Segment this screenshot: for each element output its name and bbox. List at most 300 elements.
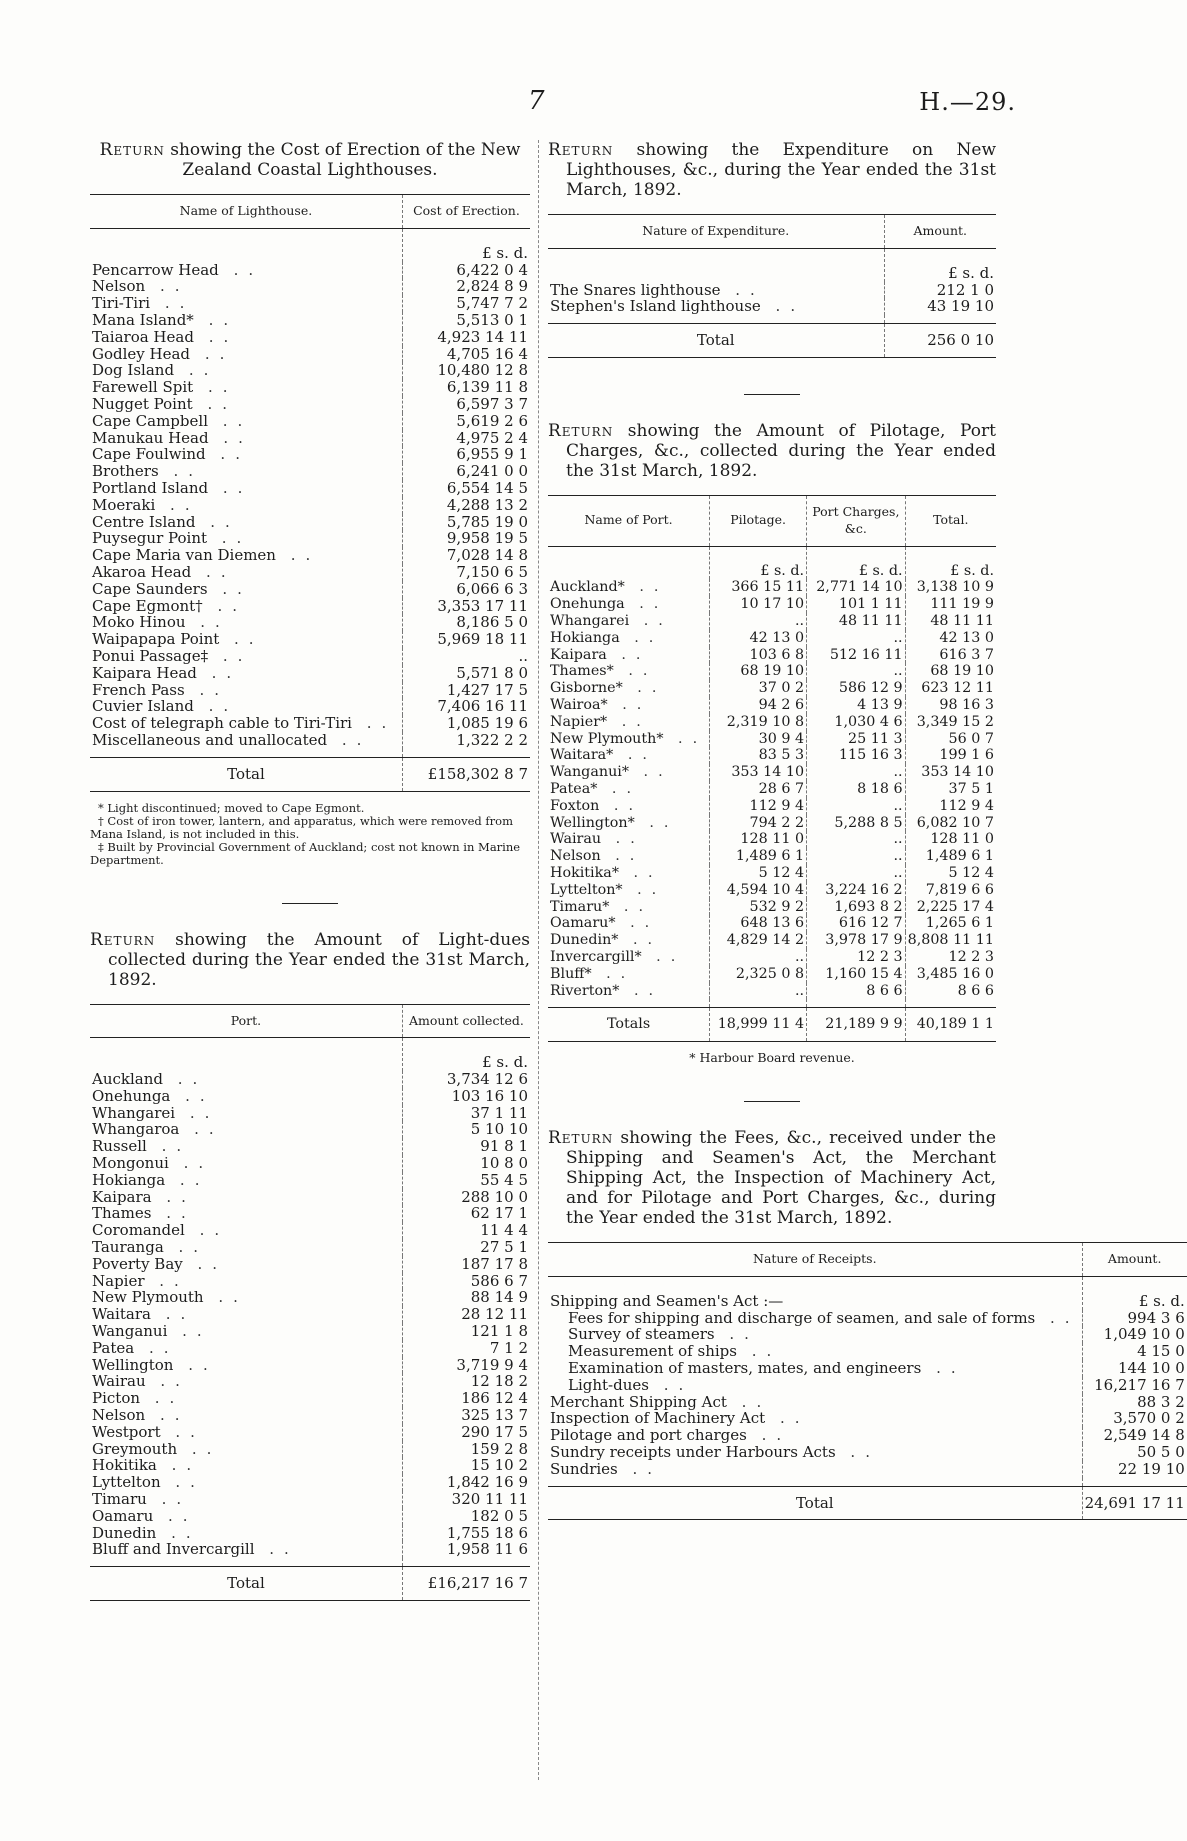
row-label: Hokianga xyxy=(92,1170,166,1189)
row-total: 623 12 11 xyxy=(905,680,996,697)
row-charges: 1,160 15 4 xyxy=(807,966,906,983)
leader-dots: .. xyxy=(618,864,663,881)
row-name xyxy=(548,647,710,664)
row-amount: 586 6 7 xyxy=(402,1273,530,1290)
row-amount: .. xyxy=(402,648,530,665)
leader-dots: .. xyxy=(175,1103,220,1122)
row-amount: 994 3 6 xyxy=(1082,1310,1187,1327)
leader-dots: .. xyxy=(202,596,247,615)
row-label: Moko Hinou xyxy=(92,613,186,632)
units-label: £ s. d. xyxy=(710,546,807,579)
table-row xyxy=(90,715,530,732)
row-name xyxy=(548,579,710,596)
row-label: Onehunga xyxy=(92,1086,171,1105)
total-label: Total xyxy=(548,1486,1082,1520)
row-label: Waitara xyxy=(92,1305,151,1324)
leader-dots: .. xyxy=(208,411,253,430)
row-label: Cape Egmont† xyxy=(92,596,203,615)
row-label: Pencarrow Head xyxy=(92,260,219,279)
row-total: 48 11 11 xyxy=(905,613,996,630)
footnote: † Cost of iron tower, lantern, and apparatus, which were removed from Mana Island, is not included in this. xyxy=(90,813,514,841)
row-total: 6,082 10 7 xyxy=(905,815,996,832)
row-amount: 182 0 5 xyxy=(402,1508,530,1525)
row-name xyxy=(90,1222,402,1239)
heading-rest: showing the Expenditure on New Lighthouses, &c., during the Year ended the 31st March, 1892. xyxy=(566,140,996,200)
column-divider xyxy=(538,140,539,1780)
row-name xyxy=(90,379,402,396)
row-label: Cost of telegraph cable to Tiri-Tiri xyxy=(92,714,352,733)
row-name xyxy=(90,1256,402,1273)
row-name xyxy=(90,1273,402,1290)
row-name xyxy=(90,1508,402,1525)
table-row xyxy=(548,1377,1187,1394)
row-label: Patea* xyxy=(550,780,598,797)
row-label: Wairau xyxy=(550,831,602,848)
table-row xyxy=(548,747,996,764)
row-name xyxy=(90,1407,402,1424)
row-total: 199 1 6 xyxy=(905,747,996,764)
row-name xyxy=(90,1424,402,1441)
table-row xyxy=(90,598,530,615)
leader-dots: .. xyxy=(599,797,644,814)
row-name xyxy=(90,346,402,363)
leader-dots: .. xyxy=(145,1406,190,1425)
row-amount: 88 14 9 xyxy=(402,1289,530,1306)
row-label: Coromandel xyxy=(92,1221,185,1240)
leader-dots: .. xyxy=(609,898,654,915)
units-label: £ s. d. xyxy=(402,228,530,261)
row-name xyxy=(90,631,402,648)
row-label: Napier* xyxy=(550,713,608,730)
row-label: Wanganui* xyxy=(550,764,629,781)
row-label: Measurement of ships xyxy=(568,1342,737,1361)
total-amount: £16,217 16 7 xyxy=(402,1567,530,1601)
table-row xyxy=(548,1410,1187,1427)
row-name xyxy=(548,731,710,748)
leader-dots: .. xyxy=(184,680,230,699)
row-label: Nelson xyxy=(92,1406,146,1425)
leader-dots: .. xyxy=(182,1254,228,1273)
row-name xyxy=(90,1189,402,1206)
row-label: Nugget Point xyxy=(92,394,193,413)
row-amount: 325 13 7 xyxy=(402,1407,530,1424)
row-amount: 288 10 0 xyxy=(402,1189,530,1206)
row-amount: 5 10 10 xyxy=(402,1121,530,1138)
table-row xyxy=(90,1474,530,1491)
leader-dots: .. xyxy=(151,1204,196,1223)
row-label: Cape Foulwind xyxy=(92,445,206,464)
row-charges: .. xyxy=(807,630,906,647)
row-label: Dog Island xyxy=(92,361,175,380)
row-name xyxy=(548,680,710,697)
row-amount: 27 5 1 xyxy=(402,1239,530,1256)
table-row xyxy=(90,682,530,699)
table-row xyxy=(90,1071,530,1088)
row-charges: 115 16 3 xyxy=(807,747,906,764)
leader-dots: .. xyxy=(146,1137,192,1156)
table-row xyxy=(548,663,996,680)
row-amount: 50 5 0 xyxy=(1082,1444,1187,1461)
table-row xyxy=(548,697,996,714)
table-row xyxy=(90,648,530,665)
leader-dots: .. xyxy=(156,1456,202,1475)
leader-dots: .. xyxy=(624,596,669,613)
row-name xyxy=(90,1373,402,1390)
row-name xyxy=(548,949,710,966)
row-label: Pilotage and port charges xyxy=(550,1426,747,1445)
row-label: Mana Island* xyxy=(92,310,194,329)
row-name xyxy=(548,764,710,781)
heading-rest: showing the Cost of Erection of the New Zealand Coastal Lighthouses. xyxy=(164,140,521,180)
table-row xyxy=(90,631,530,648)
row-total: 3,485 16 0 xyxy=(905,966,996,983)
row-label: Tiri-Tiri xyxy=(92,294,151,313)
row-name xyxy=(90,698,402,715)
row-name xyxy=(548,663,710,680)
leader-dots: .. xyxy=(163,1070,208,1089)
row-label: Whangarei xyxy=(550,612,630,629)
leader-dots: .. xyxy=(190,344,235,363)
col-header-port: Name of Port. xyxy=(548,495,710,546)
leader-dots: .. xyxy=(150,294,195,313)
col-header-pilotage: Pilotage. xyxy=(710,495,807,546)
row-total: 3,349 15 2 xyxy=(905,714,996,731)
table-row xyxy=(90,1306,530,1323)
leader-dots: .. xyxy=(663,730,708,747)
leader-dots: .. xyxy=(619,982,664,999)
table-row xyxy=(548,613,996,630)
row-name xyxy=(548,915,710,932)
leader-dots: .. xyxy=(193,378,238,397)
fees-table xyxy=(548,1242,1187,1520)
leader-dots: .. xyxy=(714,1325,759,1344)
table-row xyxy=(548,1461,1187,1478)
row-name xyxy=(548,1394,1082,1411)
row-pilotage: 353 14 10 xyxy=(710,764,807,781)
table-row xyxy=(90,312,530,329)
row-amount: 6,139 11 8 xyxy=(402,379,530,396)
col-header-amount: Amount. xyxy=(884,215,996,249)
row-amount: 9,958 19 5 xyxy=(402,530,530,547)
row-amount: 103 16 10 xyxy=(402,1088,530,1105)
row-total: 68 19 10 xyxy=(905,663,996,680)
row-name xyxy=(90,1306,402,1323)
row-pilotage: .. xyxy=(710,613,807,630)
row-pilotage: 648 13 6 xyxy=(710,915,807,932)
row-amount: 186 12 4 xyxy=(402,1390,530,1407)
light-dues-table xyxy=(90,1004,530,1602)
section-divider xyxy=(282,903,338,904)
row-charges: .. xyxy=(807,848,906,865)
leader-dots: .. xyxy=(720,280,765,299)
table-row xyxy=(90,581,530,598)
row-amount: 290 17 5 xyxy=(402,1424,530,1441)
row-label: Lyttelton xyxy=(92,1473,161,1492)
row-label: Russell xyxy=(92,1137,147,1156)
row-charges: .. xyxy=(807,798,906,815)
lighthouse-cost-table xyxy=(90,194,530,792)
left-column xyxy=(90,140,530,1601)
row-label: Cape Maria van Diemen xyxy=(92,546,276,565)
row-name xyxy=(90,1088,402,1105)
row-total: 3,138 10 9 xyxy=(905,579,996,596)
row-label: Thames xyxy=(92,1204,152,1223)
row-amount: 1,085 19 6 xyxy=(402,715,530,732)
row-name xyxy=(90,497,402,514)
leader-dots: .. xyxy=(160,1473,205,1492)
table-row xyxy=(90,665,530,682)
row-total: 98 16 3 xyxy=(905,697,996,714)
leader-dots: .. xyxy=(607,696,652,713)
leader-dots: .. xyxy=(195,512,240,531)
table-row xyxy=(548,865,996,882)
row-label: French Pass xyxy=(92,680,185,699)
leader-dots: .. xyxy=(607,713,651,730)
leader-dots: .. xyxy=(641,948,686,965)
row-amount: 5,513 0 1 xyxy=(402,312,530,329)
page-reference: H.—29. xyxy=(919,88,1016,116)
row-label: Timaru* xyxy=(550,898,610,915)
leader-dots: .. xyxy=(203,1288,248,1307)
row-amount: 11 4 4 xyxy=(402,1222,530,1239)
row-name xyxy=(548,1343,1082,1360)
row-amount: 22 19 10 xyxy=(1082,1461,1187,1478)
row-name xyxy=(90,1340,402,1357)
row-pilotage: 112 9 4 xyxy=(710,798,807,815)
leader-dots: .. xyxy=(167,1322,212,1341)
leader-dots: .. xyxy=(1035,1308,1080,1327)
row-total: 353 14 10 xyxy=(905,764,996,781)
row-amount: 6,597 3 7 xyxy=(402,396,530,413)
leader-dots: .. xyxy=(151,1187,196,1206)
row-pilotage: 10 17 10 xyxy=(710,596,807,613)
table-row xyxy=(90,1424,530,1441)
pilotage-heading xyxy=(548,421,996,481)
table-row xyxy=(90,547,530,564)
lighthouse-footnotes xyxy=(90,802,530,867)
row-label: Ponui Passage‡ xyxy=(92,646,209,665)
leader-dots: .. xyxy=(591,965,636,982)
row-name xyxy=(90,1441,402,1458)
leader-dots: .. xyxy=(219,630,264,649)
row-name xyxy=(90,1474,402,1491)
table-row xyxy=(90,1222,530,1239)
col-header-total: Total. xyxy=(905,495,996,546)
table-row xyxy=(90,278,530,295)
heading-rest: showing the Amount of Pilotage, Port Charges, &c., collected during the Year ended the 31st March, 1892. xyxy=(566,420,996,481)
leader-dots: .. xyxy=(736,1342,782,1361)
leader-dots: .. xyxy=(254,1540,299,1559)
table-row xyxy=(90,1541,530,1558)
table-row xyxy=(90,1172,530,1189)
fees-heading xyxy=(548,1128,996,1228)
row-amount: 6,554 14 5 xyxy=(402,480,530,497)
leader-dots: .. xyxy=(624,579,669,596)
row-total: 616 3 7 xyxy=(905,647,996,664)
row-amount: 4,705 16 4 xyxy=(402,346,530,363)
leader-dots: .. xyxy=(158,462,203,481)
row-total: 7,819 6 6 xyxy=(905,882,996,899)
section-divider xyxy=(744,1101,800,1102)
row-label: Brothers xyxy=(92,462,159,481)
row-amount: 1,049 10 0 xyxy=(1082,1326,1187,1343)
table-row xyxy=(90,262,530,279)
row-label: Wellington* xyxy=(550,814,635,831)
table-row xyxy=(90,614,530,631)
row-charges: 3,224 16 2 xyxy=(807,882,906,899)
leader-dots: .. xyxy=(622,680,667,697)
row-amount: 6,066 6 3 xyxy=(402,581,530,598)
table-row xyxy=(548,831,996,848)
table-row xyxy=(90,1121,530,1138)
col-header-amount: Amount. xyxy=(1082,1243,1187,1277)
row-pilotage: 532 9 2 xyxy=(710,899,807,916)
row-name xyxy=(548,983,710,1000)
row-charges: .. xyxy=(807,663,906,680)
row-charges: 25 11 3 xyxy=(807,731,906,748)
light-dues-heading xyxy=(90,930,530,990)
leader-dots: .. xyxy=(726,1392,772,1411)
table-row xyxy=(90,1457,530,1474)
leader-dots: .. xyxy=(165,1170,210,1189)
row-charges: 8 6 6 xyxy=(807,983,906,1000)
row-name xyxy=(90,1491,402,1508)
table-row xyxy=(548,282,996,299)
row-name xyxy=(548,1377,1082,1394)
row-label: Stephen's Island lighthouse xyxy=(550,297,761,316)
col-header-charges: Port Charges, &c. xyxy=(807,495,906,546)
table-row xyxy=(90,329,530,346)
totals-pilotage: 18,999 11 4 xyxy=(710,1008,807,1042)
row-label: Kaipara xyxy=(550,646,607,663)
row-amount: 7,028 14 8 xyxy=(402,547,530,564)
leader-dots: .. xyxy=(185,613,230,632)
row-name xyxy=(90,362,402,379)
table-row xyxy=(90,346,530,363)
leader-dots: .. xyxy=(619,629,664,646)
leader-dots: .. xyxy=(597,780,642,797)
row-name xyxy=(90,1390,402,1407)
row-pilotage: 2,325 0 8 xyxy=(710,966,807,983)
leader-dots: .. xyxy=(208,478,253,497)
totals-total: 40,189 1 1 xyxy=(905,1008,996,1042)
row-amount: 5,785 19 0 xyxy=(402,514,530,531)
leader-dots: .. xyxy=(327,730,372,749)
table-row xyxy=(90,1256,530,1273)
heading-lead: Return xyxy=(90,929,156,950)
row-pilotage: 37 0 2 xyxy=(710,680,807,697)
leader-dots: .. xyxy=(144,1271,189,1290)
table-row xyxy=(548,647,996,664)
row-amount: 212 1 0 xyxy=(884,282,996,299)
row-name xyxy=(548,865,710,882)
row-amount: 121 1 8 xyxy=(402,1323,530,1340)
row-amount: 28 12 11 xyxy=(402,1306,530,1323)
leader-dots: .. xyxy=(634,814,679,831)
leader-dots: .. xyxy=(153,1506,198,1525)
table-row xyxy=(548,731,996,748)
row-charges: 12 2 3 xyxy=(807,949,906,966)
leader-dots: .. xyxy=(156,1523,201,1542)
row-label: Invercargill* xyxy=(550,948,642,965)
leader-dots: .. xyxy=(615,915,660,932)
row-amount: 1,427 17 5 xyxy=(402,682,530,699)
table-row xyxy=(90,379,530,396)
leader-dots: .. xyxy=(193,310,239,329)
leader-dots: .. xyxy=(921,1359,966,1378)
total-label: Total xyxy=(90,757,402,791)
table-row xyxy=(90,1088,530,1105)
row-label: Timaru xyxy=(92,1490,147,1509)
leader-dots: .. xyxy=(150,1305,196,1324)
row-label: Bluff* xyxy=(550,965,592,982)
leader-dots: .. xyxy=(617,1459,663,1478)
row-amount: 187 17 8 xyxy=(402,1256,530,1273)
table-row xyxy=(548,1343,1187,1360)
table-row xyxy=(548,764,996,781)
row-label: Bluff and Invercargill xyxy=(92,1540,255,1559)
leader-dots: .. xyxy=(170,1086,215,1105)
row-amount: 88 3 2 xyxy=(1082,1394,1187,1411)
row-total: 5 12 4 xyxy=(905,865,996,882)
leader-dots: .. xyxy=(173,1355,218,1374)
row-label: Sundry receipts under Harbours Acts xyxy=(550,1443,836,1462)
row-label: Mongonui xyxy=(92,1154,169,1173)
row-pilotage: 128 11 0 xyxy=(710,831,807,848)
table-row xyxy=(90,530,530,547)
row-name xyxy=(548,1410,1082,1427)
row-name xyxy=(90,1138,402,1155)
row-pilotage: .. xyxy=(710,983,807,1000)
row-name xyxy=(90,732,402,749)
row-label: Manukau Head xyxy=(92,428,209,447)
row-name xyxy=(90,1323,402,1340)
harbour-board-note: * Harbour Board revenue. xyxy=(689,1050,855,1066)
row-charges: 1,030 4 6 xyxy=(807,714,906,731)
table-row xyxy=(548,1326,1187,1343)
row-name xyxy=(90,278,402,295)
table-row xyxy=(548,1360,1187,1377)
row-amount: 3,734 12 6 xyxy=(402,1071,530,1088)
row-charges: 2,771 14 10 xyxy=(807,579,906,596)
row-name xyxy=(548,1444,1082,1461)
units-label: £ s. d. xyxy=(1082,1276,1187,1309)
table-row xyxy=(548,1394,1187,1411)
table-row xyxy=(548,966,996,983)
leader-dots: .. xyxy=(606,646,651,663)
row-amount: 4 15 0 xyxy=(1082,1343,1187,1360)
leader-dots: .. xyxy=(192,394,237,413)
row-name xyxy=(548,966,710,983)
row-amount: 8,186 5 0 xyxy=(402,614,530,631)
row-label: Dunedin* xyxy=(550,932,619,949)
row-amount: 4,975 2 4 xyxy=(402,430,530,447)
row-name xyxy=(90,1121,402,1138)
row-amount: 2,549 14 8 xyxy=(1082,1427,1187,1444)
row-name xyxy=(90,446,402,463)
row-label: Examination of masters, mates, and engineers xyxy=(568,1359,922,1378)
row-amount: 5,619 2 6 xyxy=(402,413,530,430)
row-label: New Plymouth* xyxy=(550,730,664,747)
footnote: * Light discontinued; moved to Cape Egmont. xyxy=(98,800,365,815)
leader-dots: .. xyxy=(155,495,200,514)
total-label: Total xyxy=(548,324,884,358)
section-divider xyxy=(744,394,800,395)
leader-dots: .. xyxy=(191,562,236,581)
row-charges: 4 13 9 xyxy=(807,697,906,714)
row-charges: 1,693 8 2 xyxy=(807,899,906,916)
leader-dots: .. xyxy=(275,546,321,565)
